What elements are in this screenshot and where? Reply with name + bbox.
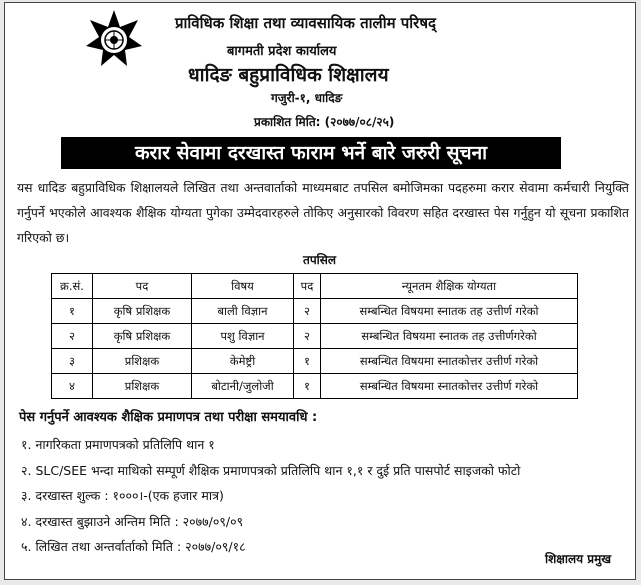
cell-post: प्रशिक्षक — [93, 374, 192, 399]
table-row — [52, 324, 578, 349]
list-item: ३. दरखास्त शुल्क : १०००।-(एक हजार मात्र) — [21, 488, 224, 503]
cell-sn: २ — [52, 324, 93, 349]
notice-title-banner: करार सेवामा दरखास्त फाराम भर्ने बारे जरुरी सूचना — [61, 137, 561, 169]
documents-heading: पेस गर्नुपर्ने आवश्यक शैक्षिक प्रमाणपत्र तथा परीक्षा समयावधि : — [19, 410, 318, 425]
cell-subject: बोटानी/जुलोजी — [192, 374, 294, 399]
table-header-row — [52, 274, 578, 299]
list-item: ४. दरखास्त बुझाउने अन्तिम मिति : २०७७/०९/०९ — [21, 513, 244, 529]
cell-count: २ — [294, 299, 321, 324]
list-item: २. SLC/SEE भन्दा माथिको सम्पूर्ण शैक्षिक प्रमाणपत्रको प्रतिलिपि थान १,१ र दुई प्रति पासपोर्ट साइजको फोटो — [21, 462, 521, 478]
signature-label: शिक्षालय प्रमुख — [545, 552, 612, 566]
col-header-subject: विषय — [192, 274, 294, 299]
cell-subject: पशु विज्ञान — [192, 324, 294, 349]
office-name: बागमती प्रदेश कार्यालय — [227, 44, 337, 59]
school-name: धादिङ बहुप्राविधिक शिक्षालय — [188, 64, 389, 86]
cell-qualification: सम्बन्धित विषयमा स्नातक तह उत्तीर्णगरेको — [321, 324, 578, 349]
cell-sn: ३ — [52, 349, 93, 374]
intro-paragraph: यस धादिङ बहुप्राविधिक शिक्षालयले लिखित तथा अन्तवार्ताको माध्यमबाट तपसिल बमोजिमका पदहरुमा करार सेवामा कर्मचारी नियुक्ति गर्नुपर्ने भएकोले आवश्यक शैक्षिक योग्यता पुगेका उम्मेदवारहरुले तोकिए अनुसारको विवरण सहित दरखास्त पेस गर्नुहुन यो सूचना प्रकाशित गरिएको छ। — [17, 180, 629, 245]
cell-subject: बाली विज्ञान — [192, 299, 294, 324]
emblem-logo — [85, 9, 143, 67]
list-item: ५. लिखित तथा अन्तर्वार्ताको मिति : २०७७/०९/१८ — [21, 539, 246, 554]
documents-list — [21, 432, 520, 560]
col-header-sn: क्र.सं. — [52, 274, 93, 299]
cell-count: १ — [294, 349, 321, 374]
published-date-line — [254, 113, 394, 130]
cell-count: २ — [294, 324, 321, 349]
published-label: प्रकाशित मिति: — [254, 115, 321, 129]
cell-post: प्रशिक्षक — [93, 349, 192, 374]
cell-qualification: सम्बन्धित विषयमा स्नातक तह उत्तीर्ण गरेको — [321, 299, 578, 324]
col-header-count: पद — [294, 274, 321, 299]
council-name: प्राविधिक शिक्षा तथा व्यावसायिक तालीम परिषद् — [175, 14, 436, 32]
published-date: (२०७७/०८/२५) — [324, 115, 395, 129]
cell-qualification: सम्बन्धित विषयमा स्नातकोत्तर उत्तीर्ण गरेको — [321, 349, 578, 374]
cell-sn: ४ — [52, 374, 93, 399]
cell-post: कृषि प्रशिक्षक — [93, 299, 192, 324]
col-header-post: पद — [93, 274, 192, 299]
notice-page — [4, 2, 636, 580]
cell-count: १ — [294, 374, 321, 399]
cell-post: कृषि प्रशिक्षक — [93, 324, 192, 349]
cell-subject: केमेष्ट्री — [192, 349, 294, 374]
table-caption: तपसिल — [303, 253, 337, 267]
cell-sn: १ — [52, 299, 93, 324]
vacancy-table — [51, 273, 578, 399]
table-row — [52, 299, 578, 324]
table-row — [52, 349, 578, 374]
school-address: गजुरी-१, धादिङ — [271, 91, 343, 105]
cell-qualification: सम्बन्धित विषयमा स्नातकोत्तर उत्तीर्ण गरेको — [321, 374, 578, 399]
col-header-qualification: न्यूनतम शैक्षिक योग्यता — [321, 274, 578, 299]
list-item: १. नागरिकता प्रमाणपत्रको प्रतिलिपि थान १ — [21, 437, 215, 452]
table-row — [52, 374, 578, 399]
